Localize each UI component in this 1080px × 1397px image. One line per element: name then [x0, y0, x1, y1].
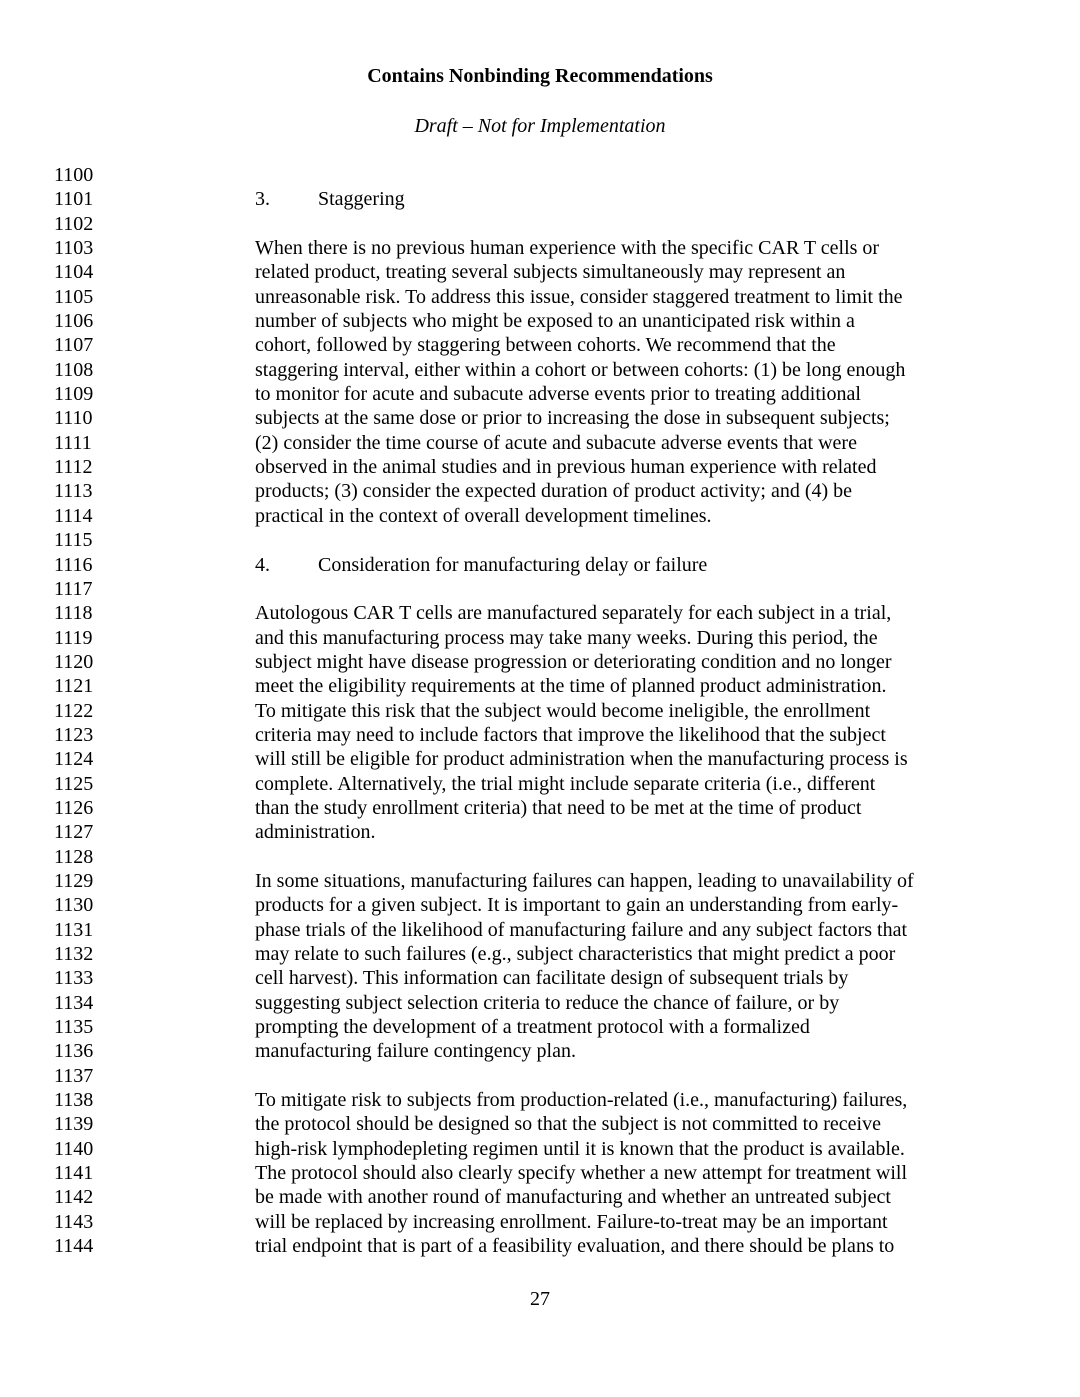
line-number: 1105: [54, 285, 94, 308]
line-number: 1117: [54, 577, 93, 600]
line-number: 1122: [54, 699, 94, 722]
line-text: The protocol should also clearly specify whether a new attempt for treatment will: [255, 1162, 908, 1185]
line-number: 1138: [54, 1089, 94, 1112]
text-line: [0, 1137, 1080, 1161]
text-line: [0, 163, 1080, 187]
line-text: subjects at the same dose or prior to increasing the dose in subsequent subjects;: [255, 407, 890, 430]
line-number: 1111: [54, 431, 92, 454]
text-line: [0, 285, 1080, 309]
text-line: [0, 1112, 1080, 1136]
line-text: number of subjects who might be exposed to an unanticipated risk within a: [255, 310, 855, 333]
text-line: [0, 796, 1080, 820]
line-number: 1136: [54, 1040, 94, 1063]
line-text: and this manufacturing process may take many weeks. During this period, the: [255, 626, 878, 649]
line-number: 1108: [54, 358, 94, 381]
line-number: 1102: [54, 212, 94, 235]
line-number: 1114: [54, 504, 93, 527]
text-line: [0, 333, 1080, 357]
line-number: 1119: [54, 626, 93, 649]
line-number: 1113: [54, 480, 93, 503]
line-text: subject might have disease progression or deteriorating condition and no longer: [255, 650, 892, 673]
text-line: [0, 358, 1080, 382]
section-number: 4.: [255, 553, 270, 576]
line-number: 1143: [54, 1210, 94, 1233]
text-line: [0, 260, 1080, 284]
text-line: [0, 1015, 1080, 1039]
line-number: 1139: [54, 1113, 94, 1136]
line-number: 1132: [54, 943, 94, 965]
text-line: [0, 650, 1080, 674]
line-text: may relate to such failures (e.g., subject characteristics that might predict a poor: [255, 943, 896, 965]
text-line: [0, 479, 1080, 503]
text-line: [0, 820, 1080, 844]
text-line: [0, 1234, 1080, 1258]
text-line: [0, 723, 1080, 747]
text-line: [0, 918, 1080, 942]
line-text: trial endpoint that is part of a feasibility evaluation, and there should be plans to: [255, 1235, 895, 1258]
line-number: 1125: [54, 772, 94, 795]
line-number: 1107: [54, 334, 94, 357]
section-title: Staggering: [318, 188, 405, 211]
line-text: will be replaced by increasing enrollment. Failure-to-treat may be an important: [255, 1210, 888, 1233]
text-line: [0, 455, 1080, 479]
line-number: 1124: [54, 748, 94, 771]
text-line: [0, 772, 1080, 796]
text-line: [0, 747, 1080, 771]
text-line: [0, 406, 1080, 430]
text-line: [0, 431, 1080, 455]
line-text: To mitigate risk to subjects from production-related (i.e., manufacturing) failures,: [255, 1089, 908, 1112]
line-text: staggering interval, either within a cohort or between cohorts: (1) be long enough: [255, 358, 906, 381]
text-line: [0, 991, 1080, 1015]
text-line: [0, 1039, 1080, 1063]
page-header-title: Contains Nonbinding Recommendations: [367, 65, 713, 87]
line-text: suggesting subject selection criteria to reduce the chance of failure, or by: [255, 991, 840, 1014]
text-line: [0, 1088, 1080, 1112]
section-number: 3.: [255, 188, 270, 211]
text-line: [0, 309, 1080, 333]
line-number: 1133: [54, 967, 94, 990]
line-number: 1120: [54, 650, 94, 673]
line-number: 1129: [54, 869, 94, 892]
line-number: 1134: [54, 991, 94, 1014]
section-heading: [255, 187, 405, 211]
line-text: high-risk lymphodepleting regimen until it is known that the product is available.: [255, 1137, 905, 1160]
page-number: 27: [530, 1288, 550, 1310]
text-line: [0, 553, 1080, 577]
line-text: manufacturing failure contingency plan.: [255, 1040, 576, 1063]
line-text: meet the eligibility requirements at the time of planned product administration.: [255, 675, 887, 698]
numbered-text-body: [0, 163, 1080, 1258]
text-line: [0, 869, 1080, 893]
line-text: In some situations, manufacturing failures can happen, leading to unavailability of: [255, 869, 914, 892]
text-line: [0, 845, 1080, 869]
line-number: 1126: [54, 796, 94, 819]
section-title: Consideration for manufacturing delay or failure: [318, 553, 708, 576]
section-heading: [255, 553, 707, 577]
line-number: 1109: [54, 383, 94, 406]
text-line: [0, 626, 1080, 650]
text-line: [0, 893, 1080, 917]
line-text: unreasonable risk. To address this issue, consider staggered treatment to limit the: [255, 285, 903, 308]
line-number: 1135: [54, 1016, 94, 1039]
line-number: 1100: [54, 164, 94, 186]
line-number: 1116: [54, 553, 93, 576]
line-number: 1121: [54, 675, 94, 698]
line-number: 1128: [54, 845, 94, 868]
line-text: prompting the development of a treatment protocol with a formalized: [255, 1016, 810, 1039]
text-line: [0, 187, 1080, 211]
line-number: 1142: [54, 1186, 94, 1209]
line-text: Autologous CAR T cells are manufactured separately for each subject in a trial,: [255, 602, 892, 625]
line-text: administration.: [255, 821, 376, 844]
text-line: [0, 699, 1080, 723]
line-number: 1140: [54, 1137, 94, 1160]
line-text: than the study enrollment criteria) that need to be met at the time of product: [255, 796, 862, 819]
text-line: [0, 528, 1080, 552]
line-number: 1115: [54, 529, 93, 552]
text-line: [0, 601, 1080, 625]
page-header-subtitle: Draft – Not for Implementation: [414, 115, 666, 137]
text-line: [0, 966, 1080, 990]
text-line: [0, 1064, 1080, 1088]
line-text: phase trials of the likelihood of manufacturing failure and any subject factors that: [255, 918, 908, 941]
line-text: practical in the context of overall development timelines.: [255, 504, 712, 527]
text-line: [0, 577, 1080, 601]
line-number: 1110: [54, 407, 93, 430]
line-text: criteria may need to include factors that improve the likelihood that the subject: [255, 723, 886, 746]
line-text: products; (3) consider the expected duration of product activity; and (4) be: [255, 480, 853, 503]
line-text: related product, treating several subjects simultaneously may represent an: [255, 261, 846, 284]
text-line: [0, 1161, 1080, 1185]
line-number: 1118: [54, 602, 93, 625]
line-text: To mitigate this risk that the subject would become ineligible, the enrollment: [255, 699, 871, 722]
text-line: [0, 504, 1080, 528]
line-text: cohort, followed by staggering between cohorts. We recommend that the: [255, 334, 836, 357]
line-text: be made with another round of manufacturing and whether an untreated subject: [255, 1186, 891, 1209]
text-line: [0, 382, 1080, 406]
line-number: 1103: [54, 237, 94, 260]
line-number: 1112: [54, 456, 93, 479]
line-text: complete. Alternatively, the trial might include separate criteria (i.e., different: [255, 772, 876, 795]
line-number: 1106: [54, 310, 94, 333]
line-number: 1131: [54, 918, 94, 941]
line-number: 1123: [54, 723, 94, 746]
line-number: 1144: [54, 1235, 94, 1258]
text-line: [0, 674, 1080, 698]
text-line: [0, 212, 1080, 236]
text-line: [0, 1210, 1080, 1234]
line-text: observed in the animal studies and in previous human experience with related: [255, 456, 877, 479]
line-number: 1101: [54, 188, 94, 211]
line-text: to monitor for acute and subacute adverse events prior to treating additional: [255, 383, 861, 406]
line-number: 1127: [54, 821, 94, 844]
line-number: 1130: [54, 894, 94, 917]
line-text: will still be eligible for product administration when the manufacturing process is: [255, 748, 908, 771]
line-text: products for a given subject. It is important to gain an understanding from early-: [255, 894, 899, 917]
text-line: [0, 1185, 1080, 1209]
line-text: When there is no previous human experience with the specific CAR T cells or: [255, 237, 880, 260]
text-line: [0, 942, 1080, 966]
line-text: cell harvest). This information can facilitate design of subsequent trials by: [255, 967, 849, 990]
line-number: 1141: [54, 1162, 94, 1185]
line-number: 1137: [54, 1064, 94, 1087]
line-number: 1104: [54, 261, 94, 284]
line-text: the protocol should be designed so that the subject is not committed to receive: [255, 1113, 881, 1136]
text-line: [0, 236, 1080, 260]
line-text: (2) consider the time course of acute and subacute adverse events that were: [255, 431, 857, 454]
